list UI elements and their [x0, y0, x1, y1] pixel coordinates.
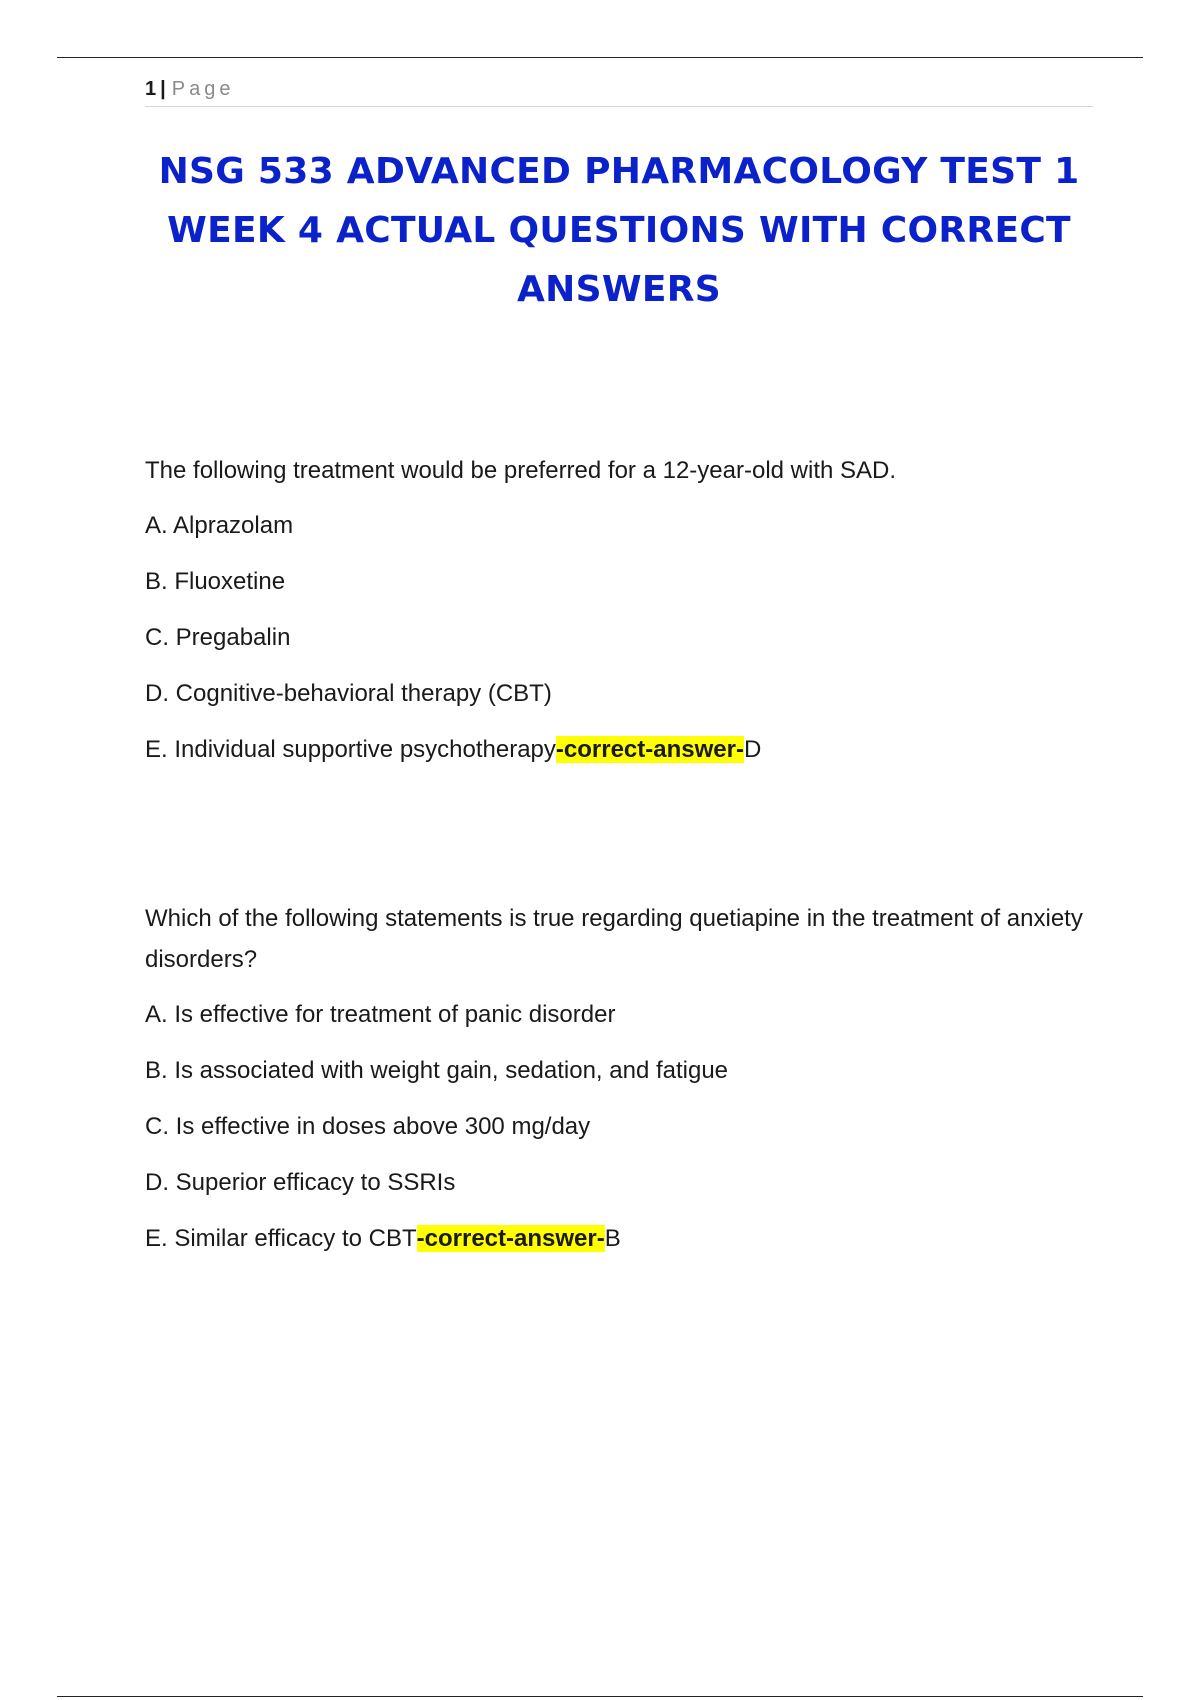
title-line-3: ANSWERS [517, 269, 721, 310]
title-line-1: NSG 533 ADVANCED PHARMACOLOGY TEST 1 [158, 151, 1080, 192]
question-prompt: Which of the following statements is true regarding quetiapine in the treatment of anxiety disorders? [145, 905, 1083, 973]
question-2 [145, 898, 1093, 1260]
page-number: 1 [145, 78, 157, 100]
correct-answer-letter: B [604, 1225, 621, 1252]
option-b: B. Is associated with weight gain, sedation, and fatigue [145, 1057, 729, 1084]
correct-answer-highlight: -correct-answer- [416, 1225, 605, 1252]
page-label: Page [171, 78, 235, 100]
option-e [145, 729, 1093, 771]
bottom-border-rule [57, 1696, 1143, 1697]
document-title [145, 142, 1093, 319]
top-border-rule [57, 57, 1143, 58]
page-header [145, 76, 1093, 107]
option-e [145, 1218, 1093, 1260]
question-1 [145, 450, 1093, 771]
page-separator: | [160, 78, 166, 100]
option-d: D. Cognitive-behavioral therapy (CBT) [145, 680, 552, 707]
option-d: D. Superior efficacy to SSRIs [145, 1169, 456, 1196]
correct-answer-highlight: -correct-answer- [555, 736, 744, 763]
option-a: A. Alprazolam [145, 512, 294, 539]
option-e-text: E. Similar efficacy to CBT [145, 1225, 417, 1252]
option-e-text: E. Individual supportive psychotherapy [145, 736, 556, 763]
correct-answer-letter: D [743, 736, 762, 763]
option-b: B. Fluoxetine [145, 568, 286, 595]
option-a: A. Is effective for treatment of panic disorder [145, 1001, 616, 1028]
question-prompt: The following treatment would be preferred for a 12-year-old with SAD. [145, 457, 897, 484]
option-c: C. Pregabalin [145, 624, 291, 651]
option-c: C. Is effective in doses above 300 mg/day [145, 1113, 591, 1140]
title-line-2: WEEK 4 ACTUAL QUESTIONS WITH CORRECT [167, 210, 1071, 251]
